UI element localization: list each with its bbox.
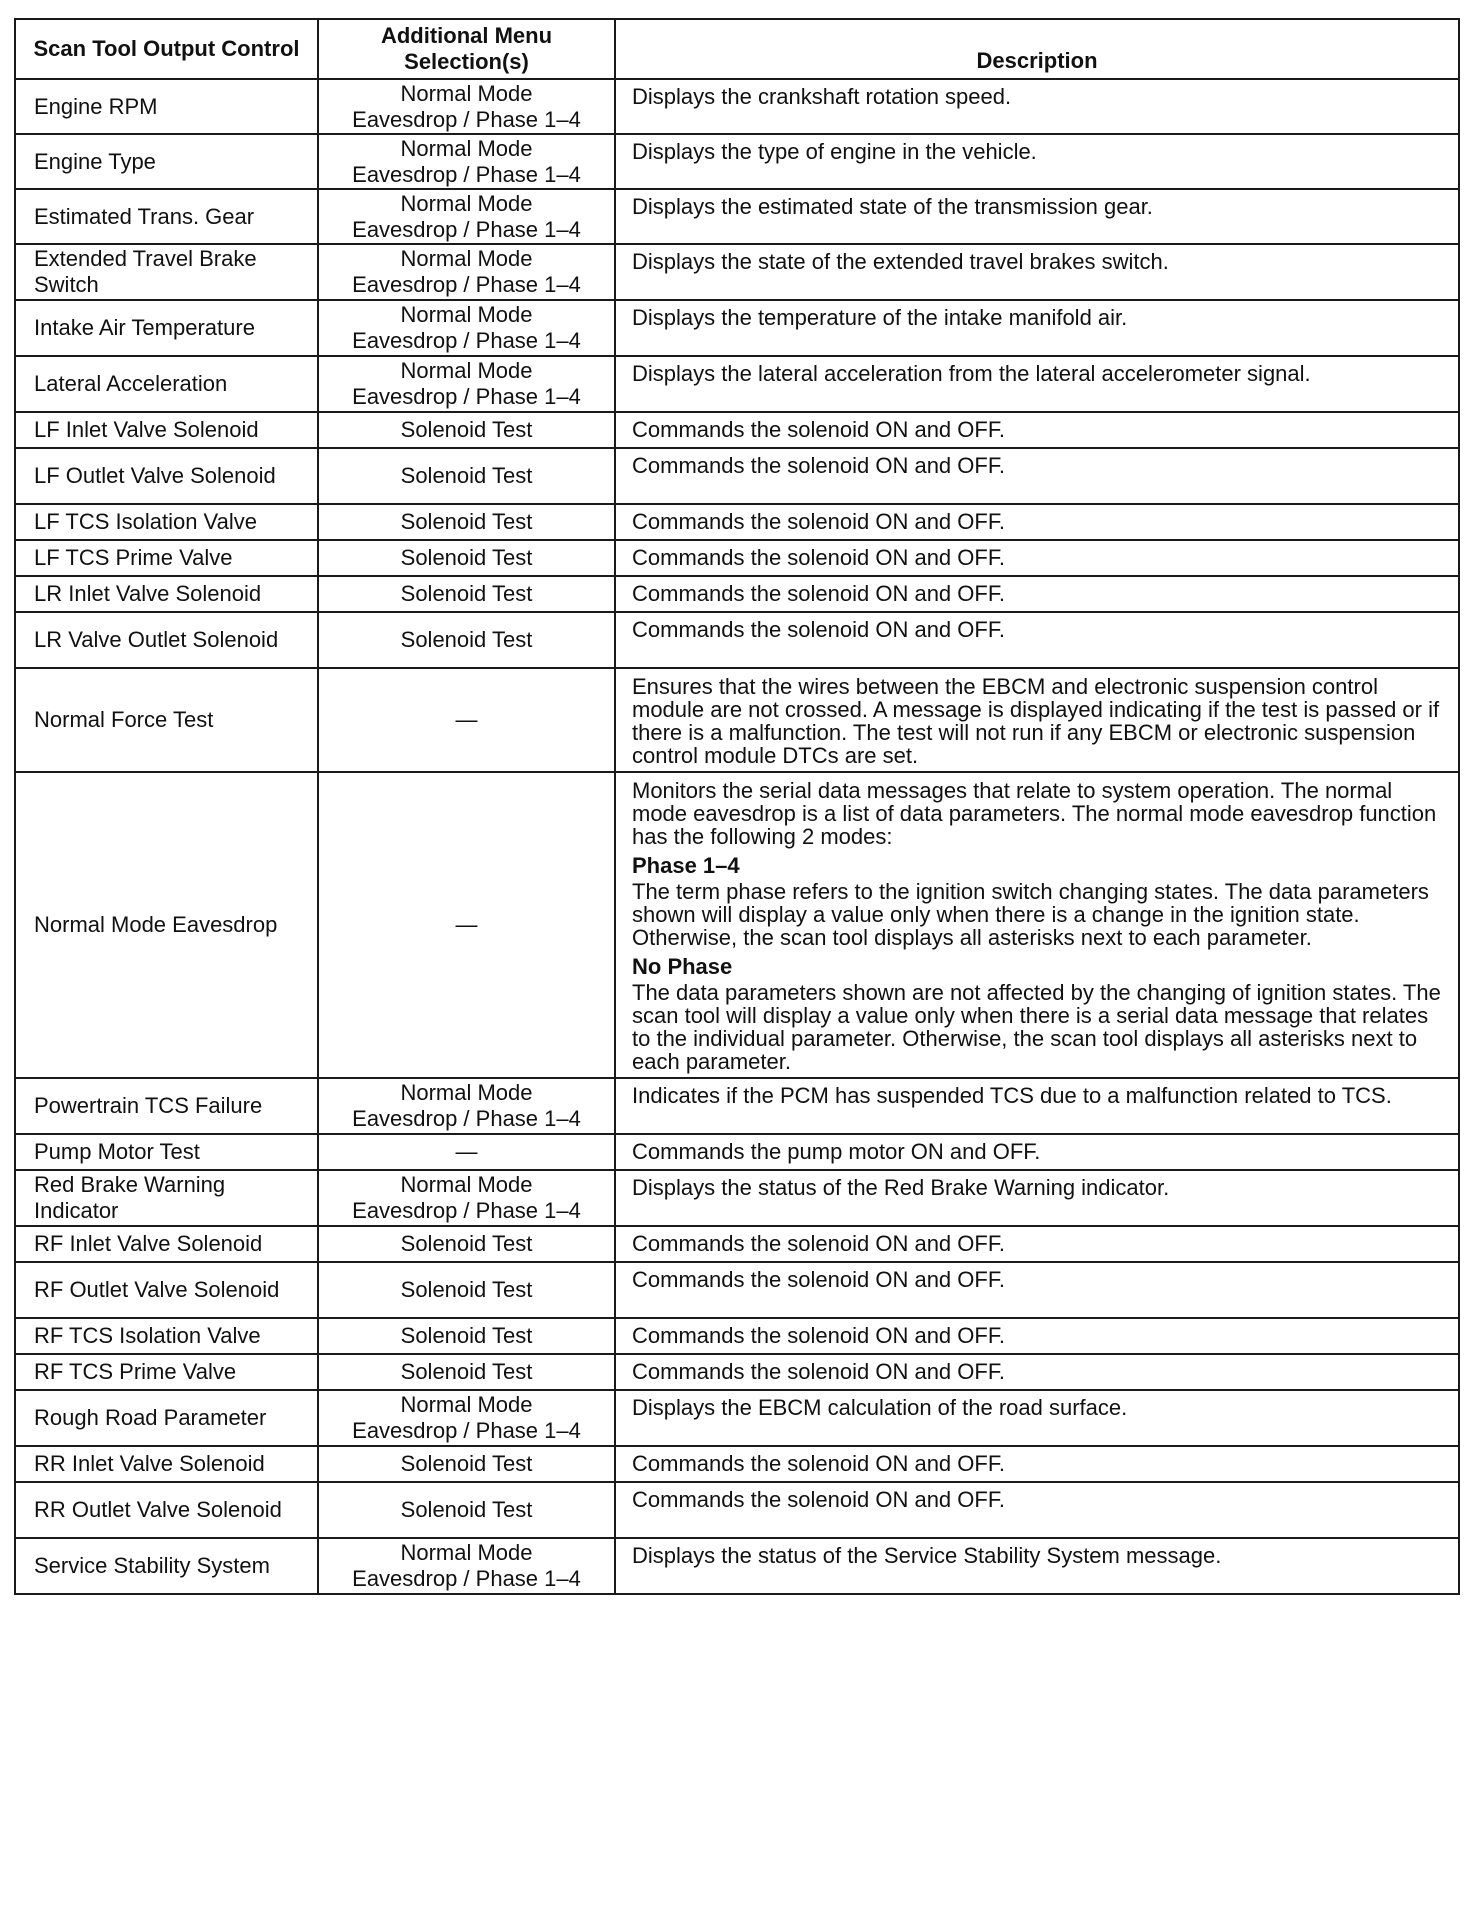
cell-control: RF Inlet Valve Solenoid	[15, 1226, 318, 1262]
description-subtext: The data parameters shown are not affected by the changing of ignition states. The scan tool will display a value only when there is a serial data message that relates to the individual parameter. Otherwise, the scan tool displays all asterisks next to each parameter.	[632, 980, 1441, 1074]
description-text: Displays the EBCM calculation of the road surface.	[632, 1395, 1128, 1420]
menu-selection-line: Normal Mode	[400, 1172, 533, 1197]
cell-description	[615, 79, 1459, 134]
menu-selection-line: Solenoid Test	[400, 581, 533, 606]
cell-menu	[318, 668, 615, 772]
cell-control: LF TCS Prime Valve	[15, 540, 318, 576]
cell-description	[615, 448, 1459, 504]
cell-menu	[318, 1226, 615, 1262]
cell-control: Service Stability System	[15, 1538, 318, 1594]
menu-selection-line: Normal Mode	[400, 1540, 533, 1565]
cell-description	[615, 1354, 1459, 1390]
cell-control: RF TCS Isolation Valve	[15, 1318, 318, 1354]
menu-selection-line: Solenoid Test	[400, 1277, 533, 1302]
cell-control: Engine Type	[15, 134, 318, 189]
table-row	[15, 1446, 1459, 1482]
cell-description	[615, 612, 1459, 668]
description-text: Commands the solenoid ON and OFF.	[632, 617, 1005, 642]
cell-control: LR Inlet Valve Solenoid	[15, 576, 318, 612]
table-row	[15, 1390, 1459, 1446]
table-row	[15, 504, 1459, 540]
table-row	[15, 134, 1459, 189]
table-row	[15, 1482, 1459, 1538]
cell-description	[615, 1226, 1459, 1262]
table-row	[15, 189, 1459, 244]
description-text: Displays the status of the Red Brake Warning indicator.	[632, 1175, 1170, 1200]
cell-control: Rough Road Parameter	[15, 1390, 318, 1446]
menu-selection-line: Solenoid Test	[400, 1359, 533, 1384]
description-text: Commands the solenoid ON and OFF.	[632, 509, 1005, 534]
cell-control: RR Outlet Valve Solenoid	[15, 1482, 318, 1538]
table-row	[15, 772, 1459, 1078]
cell-menu	[318, 540, 615, 576]
table-row	[15, 1538, 1459, 1594]
cell-menu	[318, 612, 615, 668]
menu-selection-line: Solenoid Test	[400, 509, 533, 534]
menu-selection-line: Eavesdrop / Phase 1–4	[352, 1106, 581, 1131]
cell-description	[615, 576, 1459, 612]
cell-menu	[318, 576, 615, 612]
cell-menu	[318, 300, 615, 356]
menu-selection-line: Normal Mode	[400, 1392, 533, 1417]
cell-control: LF Inlet Valve Solenoid	[15, 412, 318, 448]
cell-description	[615, 1482, 1459, 1538]
cell-menu	[318, 1078, 615, 1134]
description-text: Commands the solenoid ON and OFF.	[632, 1487, 1005, 1512]
cell-description	[615, 412, 1459, 448]
cell-menu	[318, 412, 615, 448]
menu-selection-line: Solenoid Test	[400, 463, 533, 488]
cell-menu	[318, 189, 615, 244]
table-row	[15, 1318, 1459, 1354]
header-description: Description	[615, 19, 1459, 79]
description-text: Displays the estimated state of the transmission gear.	[632, 194, 1153, 219]
table-row	[15, 668, 1459, 772]
cell-control: Estimated Trans. Gear	[15, 189, 318, 244]
cell-menu	[318, 79, 615, 134]
menu-selection-line: Normal Mode	[400, 1080, 533, 1105]
menu-selection-line: Normal Mode	[400, 302, 533, 327]
table-row	[15, 412, 1459, 448]
description-text: Displays the status of the Service Stability System message.	[632, 1543, 1222, 1568]
description-text: Commands the solenoid ON and OFF.	[632, 417, 1005, 442]
cell-description	[615, 540, 1459, 576]
cell-description	[615, 1134, 1459, 1170]
table-row	[15, 356, 1459, 412]
menu-selection-line: Solenoid Test	[400, 1497, 533, 1522]
menu-selection-line: Normal Mode	[400, 80, 533, 106]
table-row	[15, 1354, 1459, 1390]
menu-selection-line: —	[455, 1139, 478, 1164]
cell-menu	[318, 1538, 615, 1594]
cell-control: LF Outlet Valve Solenoid	[15, 448, 318, 504]
description-text: Displays the temperature of the intake manifold air.	[632, 305, 1128, 330]
cell-menu	[318, 504, 615, 540]
description-text: Displays the lateral acceleration from the lateral accelerometer signal.	[632, 361, 1311, 386]
cell-description	[615, 1538, 1459, 1594]
table-row	[15, 448, 1459, 504]
cell-description	[615, 244, 1459, 300]
description-text: Displays the type of engine in the vehicle.	[632, 139, 1037, 164]
description-text: Commands the solenoid ON and OFF.	[632, 453, 1005, 478]
table-row	[15, 540, 1459, 576]
cell-menu	[318, 244, 615, 300]
cell-menu	[318, 356, 615, 412]
cell-control: RF Outlet Valve Solenoid	[15, 1262, 318, 1318]
cell-menu	[318, 1446, 615, 1482]
cell-control: Normal Mode Eavesdrop	[15, 772, 318, 1078]
cell-description	[615, 300, 1459, 356]
cell-description	[615, 504, 1459, 540]
cell-menu	[318, 1262, 615, 1318]
cell-control: LF TCS Isolation Valve	[15, 504, 318, 540]
cell-control: Engine RPM	[15, 79, 318, 134]
header-menu: Additional Menu Selection(s)	[318, 19, 615, 79]
cell-description	[615, 1390, 1459, 1446]
table-row	[15, 300, 1459, 356]
table-row	[15, 1134, 1459, 1170]
menu-selection-line: —	[455, 912, 478, 937]
description-text: Commands the solenoid ON and OFF.	[632, 1451, 1005, 1476]
description-subheading: No Phase	[632, 954, 733, 979]
table-row	[15, 1078, 1459, 1134]
table-row	[15, 1170, 1459, 1226]
cell-menu	[318, 1354, 615, 1390]
menu-selection-line: Eavesdrop / Phase 1–4	[352, 1418, 581, 1443]
cell-description	[615, 1262, 1459, 1318]
description-text: Ensures that the wires between the EBCM and electronic suspension control module are not crossed. A message is displayed indicating if the test is passed or if there is a malfunction. The test will not run if any EBCM or electronic suspension control module DTCs are set.	[632, 674, 1440, 768]
cell-description	[615, 1170, 1459, 1226]
cell-control: Extended Travel Brake Switch	[15, 244, 318, 300]
menu-selection-line: Eavesdrop / Phase 1–4	[352, 328, 581, 353]
cell-menu	[318, 1134, 615, 1170]
cell-description	[615, 772, 1459, 1078]
table-row	[15, 79, 1459, 134]
menu-selection-line: Eavesdrop / Phase 1–4	[352, 216, 581, 242]
cell-control: Normal Force Test	[15, 668, 318, 772]
cell-control: Lateral Acceleration	[15, 356, 318, 412]
menu-selection-line: Solenoid Test	[400, 1323, 533, 1348]
description-text: Commands the pump motor ON and OFF.	[632, 1139, 1041, 1164]
description-text: Displays the crankshaft rotation speed.	[632, 84, 1012, 109]
description-text: Indicates if the PCM has suspended TCS due to a malfunction related to TCS.	[632, 1083, 1392, 1108]
menu-selection-line: Eavesdrop / Phase 1–4	[352, 106, 581, 132]
menu-selection-line: —	[455, 707, 478, 732]
cell-description	[615, 134, 1459, 189]
description-text: Displays the state of the extended travel brakes switch.	[632, 249, 1169, 274]
cell-control: LR Valve Outlet Solenoid	[15, 612, 318, 668]
cell-description	[615, 356, 1459, 412]
menu-selection-line: Eavesdrop / Phase 1–4	[352, 1198, 581, 1223]
description-subtext: The term phase refers to the ignition switch changing states. The data parameters shown will display a value only when there is a change in the ignition state. Otherwise, the scan tool displays all asterisks next to each parameter.	[632, 879, 1429, 950]
description-text: Monitors the serial data messages that relate to system operation. The normal mode eavesdrop is a list of data parameters. The normal mode eavesdrop function has the following 2 modes:	[632, 778, 1437, 849]
description-subheading: Phase 1–4	[632, 853, 740, 878]
cell-control: Pump Motor Test	[15, 1134, 318, 1170]
cell-description	[615, 1446, 1459, 1482]
menu-selection-line: Normal Mode	[400, 358, 533, 383]
menu-selection-line: Solenoid Test	[400, 1231, 533, 1256]
menu-selection-line: Eavesdrop / Phase 1–4	[352, 384, 581, 409]
cell-control: Red Brake Warning Indicator	[15, 1170, 318, 1226]
menu-selection-line: Solenoid Test	[400, 545, 533, 570]
cell-description	[615, 189, 1459, 244]
menu-selection-line: Solenoid Test	[400, 627, 533, 652]
cell-menu	[318, 772, 615, 1078]
cell-control: Intake Air Temperature	[15, 300, 318, 356]
description-text: Commands the solenoid ON and OFF.	[632, 1267, 1005, 1292]
cell-description	[615, 1318, 1459, 1354]
scan-tool-output-table	[14, 18, 1460, 1595]
menu-selection-line: Normal Mode	[400, 246, 533, 271]
cell-menu	[318, 134, 615, 189]
cell-control: Powertrain TCS Failure	[15, 1078, 318, 1134]
cell-menu	[318, 1390, 615, 1446]
menu-selection-line: Eavesdrop / Phase 1–4	[352, 161, 581, 187]
menu-selection-line: Normal Mode	[400, 135, 533, 161]
description-text: Commands the solenoid ON and OFF.	[632, 581, 1005, 606]
menu-selection-line: Eavesdrop / Phase 1–4	[352, 1566, 581, 1591]
cell-menu	[318, 1482, 615, 1538]
table-header-row	[15, 19, 1459, 79]
table-row	[15, 612, 1459, 668]
cell-description	[615, 668, 1459, 772]
scan-tool-output-table-page	[14, 18, 1458, 1595]
cell-control: RF TCS Prime Valve	[15, 1354, 318, 1390]
description-text: Commands the solenoid ON and OFF.	[632, 1359, 1005, 1384]
cell-menu	[318, 1318, 615, 1354]
header-control: Scan Tool Output Control	[15, 19, 318, 79]
description-text: Commands the solenoid ON and OFF.	[632, 545, 1005, 570]
table-row	[15, 1262, 1459, 1318]
table-row	[15, 1226, 1459, 1262]
table-row	[15, 576, 1459, 612]
description-text: Commands the solenoid ON and OFF.	[632, 1231, 1005, 1256]
cell-control: RR Inlet Valve Solenoid	[15, 1446, 318, 1482]
menu-selection-line: Normal Mode	[400, 190, 533, 216]
table-body	[15, 79, 1459, 1594]
table-row	[15, 244, 1459, 300]
menu-selection-line: Solenoid Test	[400, 417, 533, 442]
cell-menu	[318, 448, 615, 504]
menu-selection-line: Eavesdrop / Phase 1–4	[352, 272, 581, 297]
menu-selection-line: Solenoid Test	[400, 1451, 533, 1476]
description-text: Commands the solenoid ON and OFF.	[632, 1323, 1005, 1348]
cell-menu	[318, 1170, 615, 1226]
cell-description	[615, 1078, 1459, 1134]
